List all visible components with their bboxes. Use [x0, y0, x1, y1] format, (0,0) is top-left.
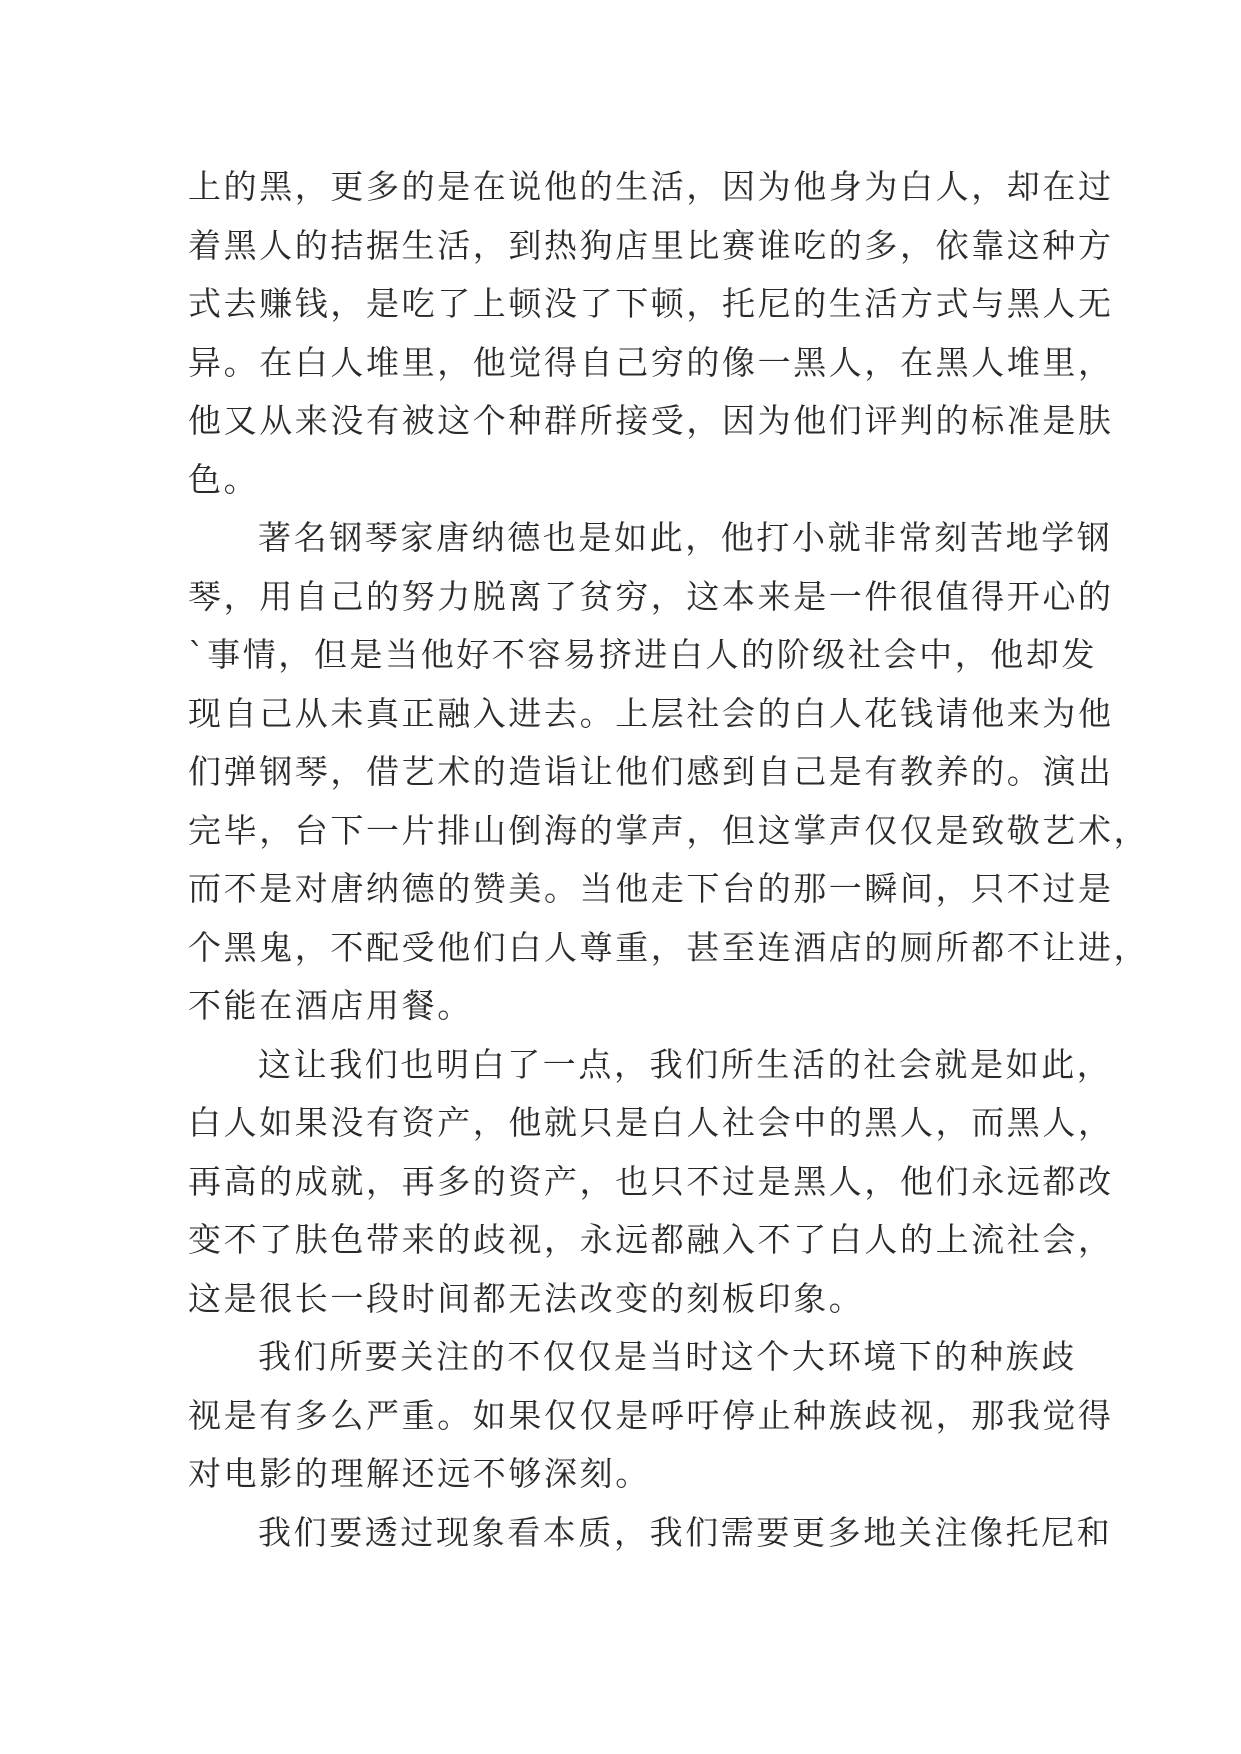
- text-line: 色。: [188, 459, 260, 499]
- text-line: 而不是对唐纳德的赞美。当他走下台的那一瞬间，只不过是: [188, 869, 1114, 908]
- text-line: 现自己从未真正融入进去。上层社会的白人花钱请他来为他: [188, 693, 1114, 733]
- text-line: 个黑鬼，不配受他们白人尊重，甚至连酒店的厕所都不让进，: [188, 927, 1150, 967]
- text-line: 白人如果没有资产，他就只是白人社会中的黑人，而黑人，: [188, 1103, 1114, 1142]
- text-line: 视是有多么严重。如果仅仅是呼吁停止种族歧视，那我觉得: [188, 1395, 1114, 1435]
- text-line: 再高的成就，再多的资产，也只不过是黑人，他们永远都改: [188, 1161, 1114, 1201]
- text-line: 上的黑，更多的是在说他的生活，因为他身为白人，却在过: [188, 167, 1114, 206]
- body-text: [188, 158, 1150, 1562]
- text-line: 他又从来没有被这个种群所接受，因为他们评判的标准是肤: [188, 401, 1114, 440]
- text-line: 式去赚钱，是吃了上顿没了下顿，托尼的生活方式与黑人无: [188, 284, 1114, 323]
- text-line: 变不了肤色带来的歧视，永远都融入不了白人的上流社会，: [188, 1220, 1114, 1259]
- paragraph-first-line: 我们所要关注的不仅仅是当时这个大环境下的种族歧: [258, 1337, 1077, 1376]
- text-line: `事情，但是当他好不容易挤进白人的阶级社会中，他却发: [188, 635, 1098, 674]
- text-line: 异。在白人堆里，他觉得自己穷的像一黑人，在黑人堆里，: [188, 342, 1114, 382]
- text-line: 这是很长一段时间都无法改变的刻板印象。: [188, 1278, 865, 1318]
- text-line: 琴，用自己的努力脱离了贫穷，这本来是一件很值得开心的: [188, 576, 1114, 616]
- text-line: 着黑人的拮据生活，到热狗店里比赛谁吃的多，依靠这种方: [188, 225, 1114, 265]
- paragraph-first-line: 我们要透过现象看本质，我们需要更多地关注像托尼和: [258, 1512, 1113, 1552]
- text-line: 不能在酒店用餐。: [188, 986, 473, 1025]
- text-line: 对电影的理解还远不够深刻。: [188, 1454, 651, 1493]
- paragraph-first-line: 著名钢琴家唐纳德也是如此，他打小就非常刻苦地学钢: [258, 518, 1113, 557]
- paragraph-first-line: 这让我们也明白了一点，我们所生活的社会就是如此，: [258, 1044, 1113, 1084]
- text-line: 完毕，台下一片排山倒海的掌声，但这掌声仅仅是致敬艺术，: [188, 810, 1150, 850]
- text-line: 们弹钢琴，借艺术的造诣让他们感到自己是有教养的。演出: [188, 752, 1114, 791]
